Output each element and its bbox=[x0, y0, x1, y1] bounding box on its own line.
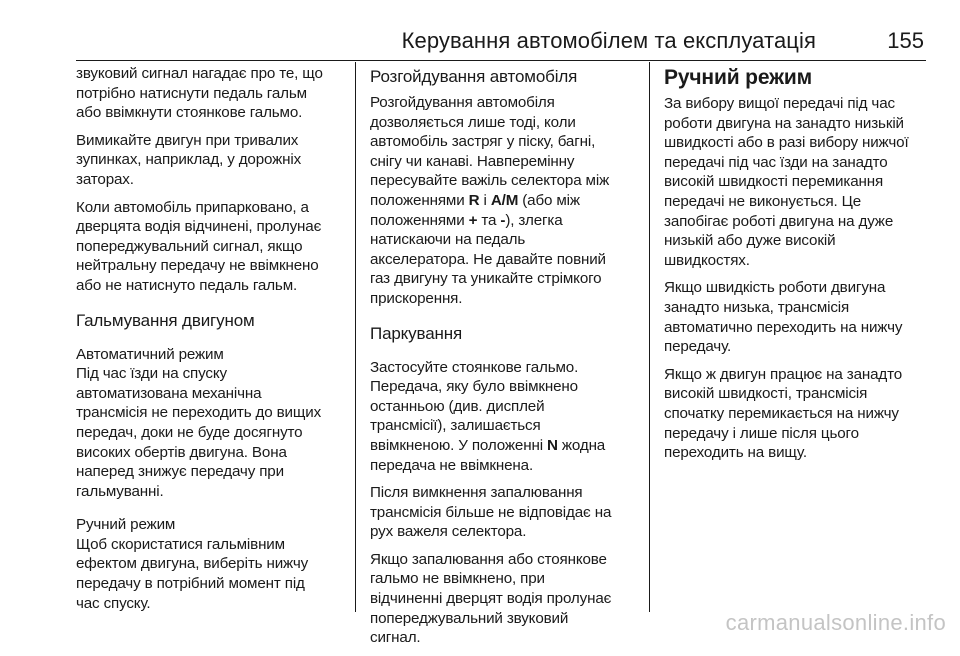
text-line: трансмісія більше не відповідає на bbox=[370, 503, 612, 521]
text-line: Під час їзди на спуску bbox=[76, 365, 227, 383]
text-line: швидкостях. bbox=[664, 251, 750, 269]
text-line: дверцята водія відчинені, пролунає bbox=[76, 218, 322, 236]
selector-position-r: R bbox=[468, 191, 480, 209]
paragraph-door-warning bbox=[370, 550, 642, 648]
column-divider-2 bbox=[649, 62, 650, 612]
text-line: занадто низька, трансмісія bbox=[664, 298, 850, 316]
selector-position-am: A/M bbox=[490, 191, 519, 209]
text-line: Якщо ж двигун працює на занадто bbox=[664, 365, 903, 383]
text-fragment: положеннями bbox=[370, 211, 469, 229]
text-line: відчиненні дверцят водія пролунає bbox=[370, 590, 612, 608]
text-line: передачі під час їзди на занадто bbox=[664, 153, 888, 171]
column-divider-1 bbox=[355, 62, 356, 612]
text-line: передачі не виконується. Це bbox=[664, 192, 862, 210]
text-line: попереджувальний сигнал, якщо bbox=[76, 237, 303, 255]
heading-engine-braking: Гальмування двигуном bbox=[76, 310, 255, 330]
text-line: гальмуванні. bbox=[76, 482, 164, 500]
text-line: нейтральну передачу не ввімкнено bbox=[76, 257, 319, 275]
text-line bbox=[370, 211, 642, 231]
paragraph-ignition-off bbox=[370, 483, 642, 542]
text-line: спочатку перемикається на нижчу bbox=[664, 404, 899, 422]
text-line: прискорення. bbox=[370, 289, 463, 307]
watermark: carmanualsonline.info bbox=[725, 610, 946, 635]
text-line: рух важеля селектора. bbox=[370, 523, 527, 541]
text-line: автоматично переходить на нижчу bbox=[664, 318, 903, 336]
paragraph-gear-protection bbox=[664, 94, 940, 270]
page-header bbox=[76, 22, 926, 61]
heading-rocking-vehicle: Розгойдування автомобіля bbox=[370, 67, 578, 86]
text-line: запобігає роботі двигуна на дуже bbox=[664, 212, 894, 230]
text-line: ефектом двигуна, виберіть нижчу bbox=[76, 555, 309, 573]
text-line: гальмо не ввімкнено, при bbox=[370, 570, 545, 588]
text-line: передачу в потрібний момент під bbox=[76, 575, 305, 593]
paragraph-warning-signal bbox=[76, 64, 348, 123]
paragraph-parked-warning bbox=[76, 198, 348, 296]
text-line: Коли автомобіль припарковано, а bbox=[76, 198, 309, 216]
text-line: Розгойдування автомобіля bbox=[370, 94, 555, 111]
text-fragment: положеннями bbox=[370, 191, 469, 209]
text-line: попереджувальний звуковий bbox=[370, 609, 569, 627]
text-line: заторах. bbox=[76, 170, 134, 188]
text-line bbox=[370, 191, 642, 211]
heading-manual-mode: Ручний режим bbox=[76, 516, 176, 534]
text-line: дозволяється лише тоді, коли bbox=[370, 113, 576, 131]
text-line: зупинках, наприклад, у дорожніх bbox=[76, 151, 302, 169]
text-line: Застосуйте стоянкове гальмо. bbox=[370, 358, 579, 376]
text-line: натискаючи на педаль bbox=[370, 231, 526, 249]
text-line: останньою (див. дисплей bbox=[370, 397, 545, 415]
text-line: Передача, яку було ввімкнено bbox=[370, 378, 578, 396]
text-line: або ввімкнути стоянкове гальмо. bbox=[76, 104, 303, 122]
text-fragment: ввімкненою. У положенні bbox=[370, 436, 547, 454]
text-line: Після вимкнення запалювання bbox=[370, 484, 583, 502]
text-fragment: жодна bbox=[557, 436, 606, 454]
text-line: або не натиснуто педаль гальм. bbox=[76, 276, 298, 294]
text-line: Якщо швидкість роботи двигуна bbox=[664, 279, 886, 297]
column-1 bbox=[76, 64, 348, 621]
text-fragment: ), злегка bbox=[505, 211, 563, 229]
text-line: передача не ввімкнена. bbox=[370, 456, 534, 474]
selector-position-minus: - bbox=[500, 211, 506, 229]
text-line: Вимикайте двигун при тривалих bbox=[76, 131, 299, 149]
text-line: акселератора. Не давайте повний bbox=[370, 250, 606, 268]
heading-parking: Паркування bbox=[370, 323, 463, 343]
heading-manual-mode-main: Ручний режим bbox=[664, 66, 812, 89]
paragraph-parking bbox=[370, 358, 642, 476]
text-line: За вибору вищої передачі під час bbox=[664, 95, 895, 112]
paragraph-engine-off bbox=[76, 131, 348, 190]
page-number: 155 bbox=[887, 28, 924, 53]
heading-automatic-mode: Автоматичний режим bbox=[76, 345, 224, 363]
text-line: автоматизована механічна bbox=[76, 384, 262, 402]
text-line: Щоб скористатися гальмівним bbox=[76, 535, 285, 553]
text-line: високій швидкості, трансмісія bbox=[664, 385, 868, 403]
text-line bbox=[370, 436, 642, 456]
selector-position-n: N bbox=[546, 436, 558, 454]
text-line: роботи двигуна на занадто низькій bbox=[664, 114, 904, 132]
selector-position-plus: + bbox=[468, 211, 478, 229]
text-line: наперед знижує передачу при bbox=[76, 463, 284, 481]
column-3 bbox=[664, 64, 940, 471]
text-line: низькій або дуже високій bbox=[664, 232, 836, 250]
text-line: трансмісія не переходить до вищих bbox=[76, 404, 322, 422]
text-line: передач, доки не буде досягнуто bbox=[76, 423, 303, 441]
text-fragment: (або між bbox=[518, 191, 580, 209]
text-line: переходить на вищу. bbox=[664, 444, 807, 462]
text-line: звуковий сигнал нагадає про те, що bbox=[76, 65, 323, 82]
text-line: сигнал. bbox=[370, 629, 421, 647]
text-line: високих обертів двигуна. Вона bbox=[76, 443, 287, 461]
text-line: потрібно натиснути педаль гальм bbox=[76, 84, 307, 102]
text-line: автомобіль застряг у піску, багні, bbox=[370, 133, 596, 151]
paragraph-high-speed bbox=[664, 365, 940, 463]
text-line: час спуску. bbox=[76, 594, 151, 612]
text-line: швидкості або в разі вибору нижчої bbox=[664, 134, 909, 152]
text-line: Якщо запалювання або стоянкове bbox=[370, 550, 607, 568]
header-title: Керування автомобілем та експлуатація bbox=[401, 28, 816, 53]
text-line: газ двигуну та уникайте стрімкого bbox=[370, 270, 602, 288]
text-line: пересувайте важіль селектора між bbox=[370, 172, 610, 190]
paragraph-automatic-mode bbox=[76, 364, 348, 501]
text-line: снігу чи канаві. Навперемінну bbox=[370, 152, 575, 170]
paragraph-low-speed bbox=[664, 278, 940, 356]
text-line: трансмісії), залишається bbox=[370, 417, 541, 435]
text-line: високій швидкості перемикання bbox=[664, 173, 884, 191]
text-line: передачу і лише після цього bbox=[664, 424, 859, 442]
text-fragment: та bbox=[477, 211, 501, 229]
column-2 bbox=[370, 64, 642, 656]
paragraph-rocking bbox=[370, 93, 642, 309]
paragraph-manual-mode bbox=[76, 535, 348, 613]
text-fragment: і bbox=[479, 191, 491, 209]
text-line: передачу. bbox=[664, 338, 732, 356]
